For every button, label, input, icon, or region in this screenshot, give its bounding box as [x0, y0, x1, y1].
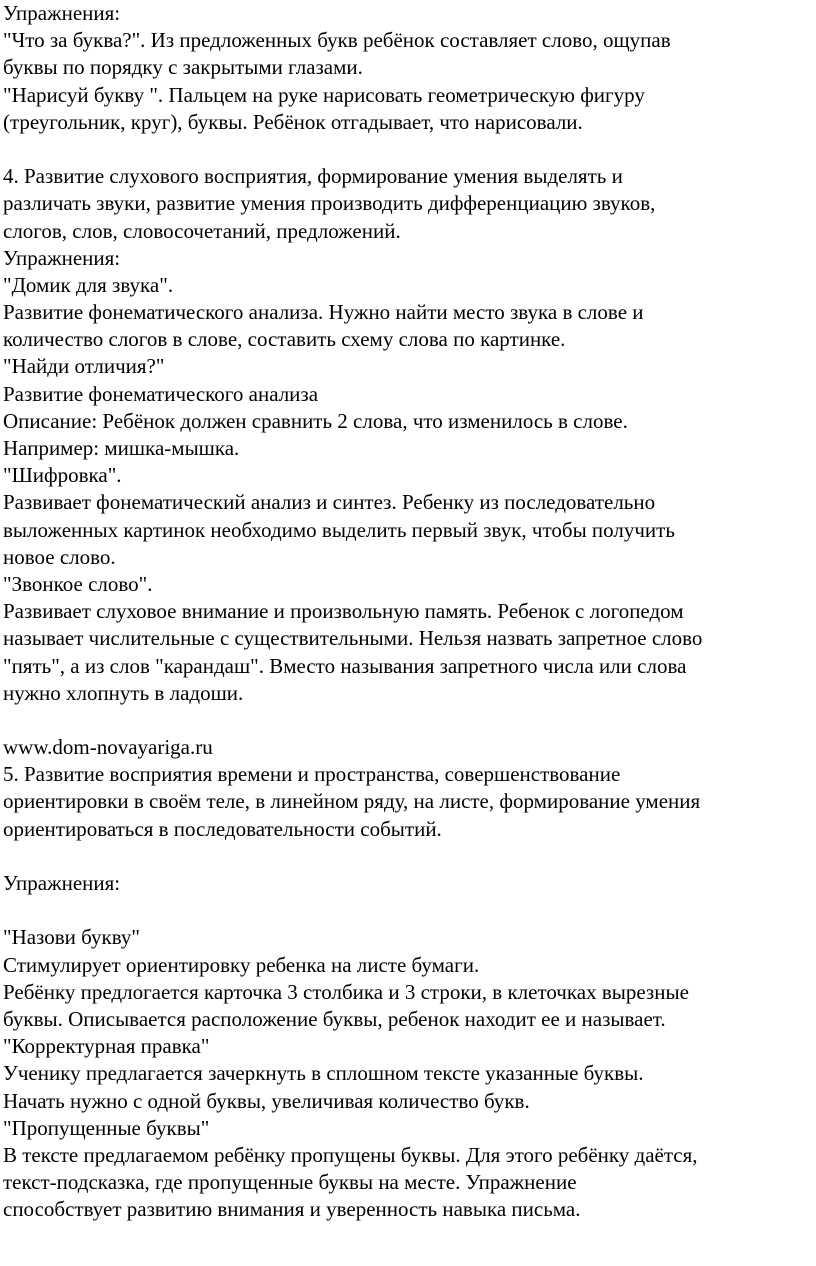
text-line: буквы. Описывается расположение буквы, ребенок находит ее и называет. [3, 1006, 666, 1031]
text-line: способствует развитию внимания и уверенность навыка письма. [3, 1197, 581, 1222]
exercise-title: "Домик для звука". [3, 272, 174, 297]
text-line: Описание: Ребёнок должен сравнить 2 слова, что изменилось в слове. [3, 408, 628, 433]
text-line: слогов, слов, словосочетаний, предложений. [3, 218, 401, 243]
text-line: Стимулирует ориентировку ребенка на листе бумаги. [3, 952, 480, 977]
text-line: новое слово. [3, 544, 116, 569]
text-line: текст-подсказка, где пропущенные буквы на месте. Упражнение [3, 1170, 577, 1195]
exercise-title: "Назови букву" [3, 925, 140, 950]
text-line: различать звуки, развитие умения производить дифференциацию звуков, [3, 191, 656, 216]
paragraph-spacer [3, 843, 815, 870]
exercises-heading: Упражнения: [3, 1, 121, 25]
text-line: Развитие фонематического анализа [3, 381, 319, 406]
exercises-heading: Упражнения: [3, 245, 121, 270]
exercise-title: "Найди отличия?" [3, 354, 165, 379]
section-5-title: 5. Развитие восприятия времени и пространства, совершенствование [3, 762, 621, 787]
text-line: "пять", а из слов "карандаш". Вместо называния запретного числа или слова [3, 653, 687, 678]
text-line: ориентировки в своём теле, в линейном ряду, на листе, формирование умения [3, 789, 701, 814]
exercise-title: "Шифровка". [3, 463, 122, 488]
text-line: Например: мишка-мышка. [3, 436, 240, 460]
document-body [3, 0, 815, 1223]
text-line: Начать нужно с одной буквы, увеличивая количество букв. [3, 1088, 530, 1113]
text-line: ориентироваться в последовательности событий. [3, 816, 442, 841]
website-text: www.dom-novayariga.ru [3, 735, 213, 760]
text-line: Развивает слуховое внимание и произвольную память. Ребенок с логопедом [3, 599, 684, 624]
exercise-title: "Корректурная правка" [3, 1034, 210, 1059]
text-line: Развитие фонематического анализа. Нужно найти место звука в слове и [3, 300, 644, 325]
text-line: выложенных картинок необходимо выделить первый звук, чтобы получить [3, 517, 675, 542]
text-line: (треугольник, круг), буквы. Ребёнок отгадывает, что нарисовали. [3, 109, 583, 134]
paragraph-spacer [3, 897, 815, 924]
text-line: "Что за буква?". Из предложенных букв ребёнок составляет слово, ощупав [3, 28, 671, 53]
exercises-heading: Упражнения: [3, 871, 121, 895]
text-line: количество слогов в слове, составить схему слова по картинке. [3, 327, 566, 352]
exercise-title: "Звонкое слово". [3, 571, 153, 596]
text-line: Ребёнку предлогается карточка 3 столбика и 3 строки, в клеточках вырезные [3, 979, 689, 1004]
section-4-title: 4. Развитие слухового восприятия, формирование умения выделять и [3, 164, 623, 189]
text-line: Развивает фонематический анализ и синтез. Ребенку из последовательно [3, 490, 656, 515]
paragraph-spacer [3, 136, 815, 163]
text-line: нужно хлопнуть в ладоши. [3, 680, 244, 705]
paragraph-spacer [3, 707, 815, 734]
text-line: называет числительные с существительными. Нельзя назвать запретное слово [3, 626, 703, 651]
text-line: буквы по порядку с закрытыми глазами. [3, 55, 363, 80]
text-line: "Нарисуй букву ". Пальцем на руке нарисовать геометрическую фигуру [3, 82, 645, 107]
exercise-title: "Пропущенные буквы" [3, 1115, 210, 1140]
text-line: Ученику предлагается зачеркнуть в сплошном тексте указанные буквы. [3, 1061, 644, 1086]
text-line: В тексте предлагаемом ребёнку пропущены буквы. Для этого ребёнку даётся, [3, 1142, 698, 1167]
